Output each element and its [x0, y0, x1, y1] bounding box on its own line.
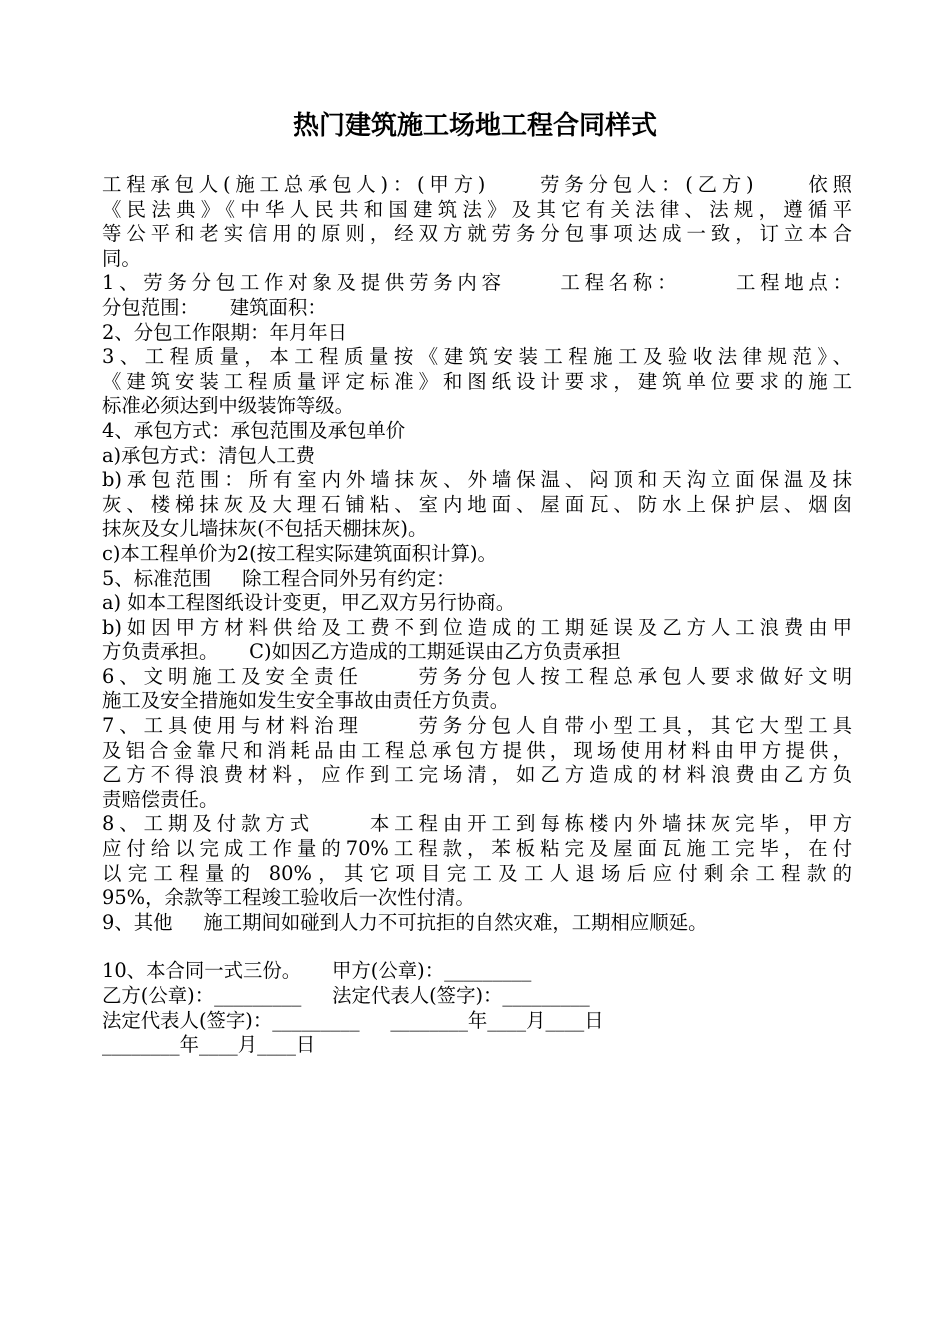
- body-line: 9、其他 施工期间如碰到人力不可抗拒的自然灾难，工期相应顺延。: [102, 910, 708, 934]
- body-line: 2、分包工作限期：年月年日: [102, 320, 348, 344]
- body-line: 8、工期及付款方式 本工程由开工到每栋楼内外墙抹灰完毕，甲方: [102, 812, 852, 836]
- body-line: a) 如本工程图纸设计变更，甲乙双方另行协商。: [102, 591, 516, 615]
- body-line: 灰、楼梯抹灰及大理石铺粘、室内地面、屋面瓦、防水上保护层、烟囱: [102, 492, 852, 516]
- body-line: 6、文明施工及安全责任 劳务分包人按工程总承包人要求做好文明: [102, 664, 852, 688]
- body-line: b)承包范围：所有室内外墙抹灰、外墙保温、闷顶和天沟立面保温及抹: [102, 468, 852, 492]
- body-line: 标准必须达到中级装饰等级。: [102, 394, 355, 418]
- blank-line: [102, 935, 852, 959]
- body-line: 以完工程量的 80%，其它项目完工及工人退场后应付剩余工程款的: [102, 861, 852, 885]
- contract-body: [102, 173, 852, 1058]
- body-line: 同。: [102, 246, 141, 270]
- body-line: 施工及安全措施如发生安全事故由责任方负责。: [102, 689, 510, 713]
- body-line: 方负责承担。 C)如因乙方造成的工期延误由乙方负责承担: [102, 640, 621, 664]
- body-line: 分包范围： 建筑面积：: [102, 295, 327, 319]
- body-line: 1、劳务分包工作对象及提供劳务内容 工程名称： 工程地点：: [102, 271, 852, 295]
- body-line: 等公平和老实信用的原则，经双方就劳务分包事项达成一致，订立本合: [102, 222, 852, 246]
- body-line: 4、承包方式：承包范围及承包单价: [102, 418, 406, 442]
- body-line: 《建筑安装工程质量评定标准》和图纸设计要求，建筑单位要求的施工: [102, 369, 852, 393]
- body-line: 责赔偿责任。: [102, 787, 219, 811]
- body-line: a)承包方式：清包人工费: [102, 443, 316, 467]
- body-line: 及铝合金靠尺和消耗品由工程总承包方提供，现场使用材料由甲方提供，: [102, 738, 852, 762]
- body-line: 抹灰及女儿墙抹灰(不包括天棚抹灰)。: [102, 517, 428, 541]
- body-line: 《民法典》《中华人民共和国建筑法》及其它有关法律、法规，遵循平: [102, 197, 852, 221]
- body-line: b)如因甲方材料供给及工费不到位造成的工期延误及乙方人工浪费由甲: [102, 615, 852, 639]
- signature-line: 10、本合同一式三份。 甲方(公章)：_________: [102, 959, 532, 983]
- body-line: 工程承包人(施工总承包人)：(甲方) 劳务分包人：(乙方) 依照: [102, 173, 852, 196]
- body-line: c)本工程单价为2(按工程实际建筑面积计算)。: [102, 541, 497, 565]
- signature-line: 法定代表人(签字)：_________ ________年____月____日: [102, 1008, 604, 1032]
- document-title: 热门建筑施工场地工程合同样式: [292, 111, 657, 141]
- body-line: 5、标准范围 除工程合同外另有约定：: [102, 566, 456, 590]
- body-line: 95%，余款等工程竣工验收后一次性付清。: [102, 886, 475, 910]
- body-line: 3、工程质量，本工程质量按《建筑安装工程施工及验收法律规范》、: [102, 345, 852, 369]
- body-line: 乙方不得浪费材料，应作到工完场清，如乙方造成的材料浪费由乙方负: [102, 763, 852, 787]
- body-line: 7、工具使用与材料治理 劳务分包人自带小型工具，其它大型工具: [102, 714, 852, 738]
- signature-line: ________年____月____日: [102, 1033, 316, 1057]
- body-line: 应付给以完成工作量的70%工程款，苯板粘完及屋面瓦施工完毕，在付: [102, 837, 852, 861]
- signature-line: 乙方(公章)：_________ 法定代表人(签字)：_________: [102, 984, 590, 1007]
